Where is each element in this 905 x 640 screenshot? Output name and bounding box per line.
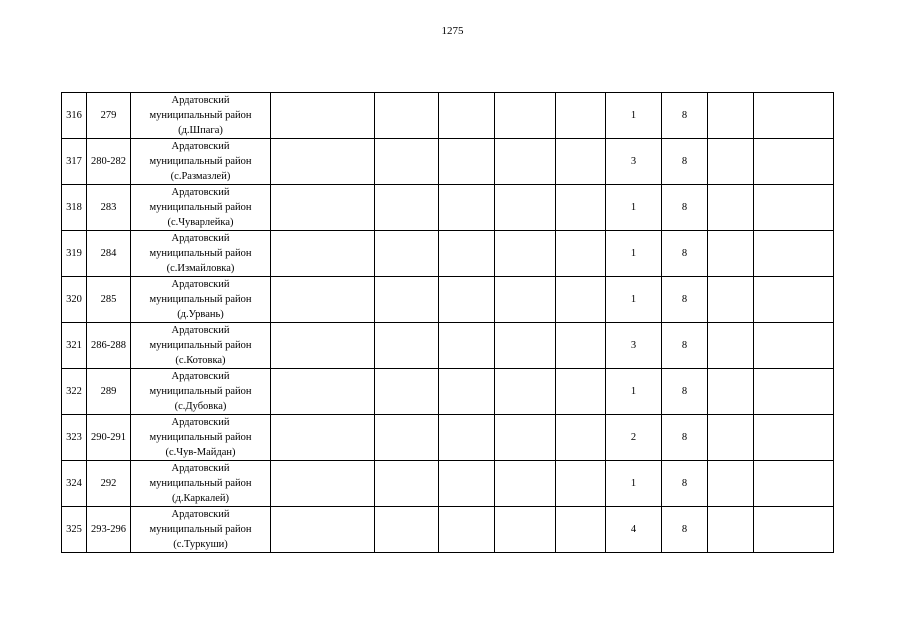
code-cell: 293-296 (87, 507, 131, 553)
code-cell: 283 (87, 185, 131, 231)
empty-cell (439, 139, 495, 185)
empty-cell (754, 369, 834, 415)
empty-cell (495, 185, 556, 231)
district-type: муниципальный район (149, 386, 252, 397)
empty-cell (754, 415, 834, 461)
empty-cell (271, 369, 375, 415)
table-row (62, 185, 834, 231)
empty-cell (708, 277, 754, 323)
district-type: муниципальный район (149, 202, 252, 213)
value-cell: 8 (662, 277, 708, 323)
empty-cell (439, 93, 495, 139)
empty-cell (754, 139, 834, 185)
table-row (62, 231, 834, 277)
empty-cell (556, 231, 606, 277)
settlement-name: (с.Котовка) (175, 355, 226, 366)
district-name: Ардатовский (171, 509, 230, 520)
value-cell: 8 (662, 369, 708, 415)
empty-cell (439, 507, 495, 553)
empty-cell (495, 369, 556, 415)
row-number-cell: 325 (62, 507, 87, 553)
district-type: муниципальный район (149, 432, 252, 443)
value-cell: 8 (662, 231, 708, 277)
empty-cell (556, 323, 606, 369)
empty-cell (708, 93, 754, 139)
district-name: Ардатовский (171, 417, 230, 428)
district-name: Ардатовский (171, 279, 230, 290)
location-cell (131, 231, 271, 277)
code-cell: 284 (87, 231, 131, 277)
empty-cell (439, 277, 495, 323)
district-name: Ардатовский (171, 187, 230, 198)
empty-cell (754, 507, 834, 553)
settlements-table (61, 92, 834, 553)
count-cell: 1 (606, 461, 662, 507)
empty-cell (754, 323, 834, 369)
value-cell: 8 (662, 323, 708, 369)
empty-cell (439, 323, 495, 369)
empty-cell (556, 461, 606, 507)
settlement-name: (с.Размазлей) (170, 171, 231, 182)
code-cell: 290-291 (87, 415, 131, 461)
empty-cell (439, 185, 495, 231)
district-name: Ардатовский (171, 233, 230, 244)
count-cell: 1 (606, 369, 662, 415)
district-name: Ардатовский (171, 325, 230, 336)
empty-cell (375, 323, 439, 369)
empty-cell (375, 507, 439, 553)
row-number-cell: 317 (62, 139, 87, 185)
location-cell (131, 415, 271, 461)
empty-cell (375, 277, 439, 323)
empty-cell (708, 323, 754, 369)
empty-cell (271, 461, 375, 507)
settlement-name: (с.Чув-Майдан) (165, 447, 236, 458)
location-cell (131, 461, 271, 507)
empty-cell (495, 507, 556, 553)
district-type: муниципальный район (149, 156, 252, 167)
table-row (62, 415, 834, 461)
empty-cell (708, 415, 754, 461)
empty-cell (708, 231, 754, 277)
district-type: муниципальный район (149, 294, 252, 305)
value-cell: 8 (662, 139, 708, 185)
district-name: Ардатовский (171, 463, 230, 474)
code-cell: 280-282 (87, 139, 131, 185)
location-cell (131, 507, 271, 553)
empty-cell (495, 231, 556, 277)
empty-cell (556, 507, 606, 553)
count-cell: 4 (606, 507, 662, 553)
count-cell: 3 (606, 323, 662, 369)
empty-cell (375, 185, 439, 231)
table-row (62, 93, 834, 139)
empty-cell (495, 277, 556, 323)
row-number-cell: 320 (62, 277, 87, 323)
empty-cell (271, 277, 375, 323)
settlement-name: (д.Урвань) (177, 309, 224, 320)
district-type: муниципальный район (149, 524, 252, 535)
empty-cell (375, 139, 439, 185)
empty-cell (708, 507, 754, 553)
empty-cell (495, 93, 556, 139)
empty-cell (495, 323, 556, 369)
empty-cell (375, 369, 439, 415)
settlement-name: (с.Туркуши) (173, 539, 228, 550)
value-cell: 8 (662, 461, 708, 507)
row-number-cell: 323 (62, 415, 87, 461)
count-cell: 1 (606, 93, 662, 139)
district-name: Ардатовский (171, 371, 230, 382)
location-cell (131, 185, 271, 231)
row-number-cell: 324 (62, 461, 87, 507)
location-cell (131, 277, 271, 323)
table-row (62, 277, 834, 323)
district-type: муниципальный район (149, 340, 252, 351)
empty-cell (495, 415, 556, 461)
empty-cell (271, 231, 375, 277)
count-cell: 1 (606, 277, 662, 323)
row-number-cell: 319 (62, 231, 87, 277)
settlement-name: (д.Каркалей) (172, 493, 229, 504)
district-type: муниципальный район (149, 478, 252, 489)
empty-cell (271, 139, 375, 185)
empty-cell (439, 415, 495, 461)
count-cell: 3 (606, 139, 662, 185)
table-row (62, 139, 834, 185)
empty-cell (271, 323, 375, 369)
empty-cell (754, 277, 834, 323)
empty-cell (439, 461, 495, 507)
table-row (62, 369, 834, 415)
page-number: 1275 (441, 25, 464, 37)
empty-cell (754, 93, 834, 139)
empty-cell (708, 369, 754, 415)
location-cell (131, 93, 271, 139)
location-cell (131, 369, 271, 415)
empty-cell (754, 231, 834, 277)
settlement-name: (с.Чуварлейка) (167, 217, 234, 228)
district-name: Ардатовский (171, 141, 230, 152)
row-number-cell: 321 (62, 323, 87, 369)
code-cell: 289 (87, 369, 131, 415)
empty-cell (375, 93, 439, 139)
empty-cell (271, 507, 375, 553)
table-row (62, 507, 834, 553)
empty-cell (439, 369, 495, 415)
value-cell: 8 (662, 415, 708, 461)
district-type: муниципальный район (149, 110, 252, 121)
count-cell: 1 (606, 231, 662, 277)
code-cell: 292 (87, 461, 131, 507)
empty-cell (375, 415, 439, 461)
empty-cell (556, 415, 606, 461)
empty-cell (556, 139, 606, 185)
empty-cell (495, 139, 556, 185)
table-row (62, 323, 834, 369)
empty-cell (556, 185, 606, 231)
empty-cell (271, 93, 375, 139)
settlement-name: (с.Дубовка) (174, 401, 227, 412)
table-row (62, 461, 834, 507)
empty-cell (439, 231, 495, 277)
district-name: Ардатовский (171, 95, 230, 106)
empty-cell (375, 231, 439, 277)
row-number-cell: 318 (62, 185, 87, 231)
row-number-cell: 316 (62, 93, 87, 139)
code-cell: 286-288 (87, 323, 131, 369)
location-cell (131, 323, 271, 369)
settlement-name: (с.Измайловка) (166, 263, 235, 274)
empty-cell (754, 185, 834, 231)
value-cell: 8 (662, 507, 708, 553)
empty-cell (495, 461, 556, 507)
empty-cell (375, 461, 439, 507)
empty-cell (271, 185, 375, 231)
empty-cell (556, 93, 606, 139)
district-type: муниципальный район (149, 248, 252, 259)
count-cell: 1 (606, 185, 662, 231)
value-cell: 8 (662, 185, 708, 231)
code-cell: 285 (87, 277, 131, 323)
code-cell: 279 (87, 93, 131, 139)
empty-cell (271, 415, 375, 461)
empty-cell (556, 369, 606, 415)
empty-cell (556, 277, 606, 323)
table-body (62, 93, 834, 553)
settlement-name: (д.Шпага) (178, 125, 223, 136)
empty-cell (708, 185, 754, 231)
empty-cell (708, 461, 754, 507)
row-number-cell: 322 (62, 369, 87, 415)
value-cell: 8 (662, 93, 708, 139)
empty-cell (754, 461, 834, 507)
count-cell: 2 (606, 415, 662, 461)
location-cell (131, 139, 271, 185)
empty-cell (708, 139, 754, 185)
